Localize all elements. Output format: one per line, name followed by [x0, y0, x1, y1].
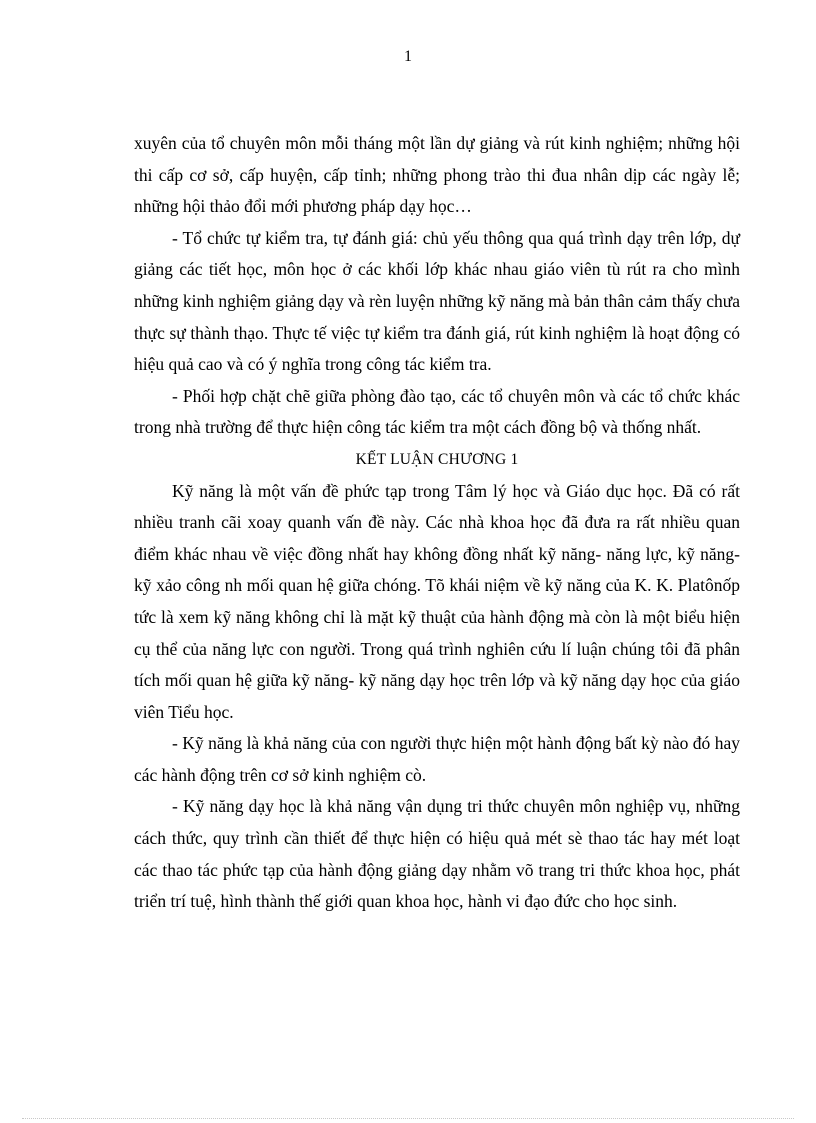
paragraph-coordination: - Phối hợp chặt chẽ giữa phòng đào tạo, các tổ chuyên môn và các tổ chức khác trong nhà trường để thực hiện công tác kiểm tra một cách đồng bộ và thống nhất.	[134, 385, 740, 438]
page-number: 1	[404, 48, 412, 65]
page-bottom-divider	[22, 1118, 794, 1119]
paragraph-self-assessment: - Tổ chức tự kiểm tra, tự đánh giá: chủ yếu thông qua quá trình dạy trên lớp, dự giảng các tiết học, môn học ở các khối lớp khác nhau giáo viên tù rút ra cho mình những kinh nghiệm giảng dạy và rèn luyện những kỹ năng mà bản thân cảm thấy chưa thực sự thành thạo. Thực tế việc tự kiểm tra đánh giá, rút kinh nghiệm là hoạt động có hiệu quả cao và có ý nghĩa trong công tác kiểm tra.	[134, 227, 740, 375]
paragraph-skill-intro: Kỹ năng là một vấn đề phức tạp trong Tâm lý học và Giáo dục học. Đã có rất nhiều tranh cãi xoay quanh vấn đề này. Các nhà khoa học đã đưa ra rất nhiều quan điểm khác nhau về việc đồng nhất hay không đồng nhất kỹ năng- năng lực, kỹ năng- kỹ xảo công nh mối quan hệ giữa chóng. Tõ khái niệm về kỹ năng của K. K. Platônốp tức là xem kỹ năng không chỉ là mặt kỹ thuật của hành động mà còn là một biểu hiện cụ thể của năng lực con người. Trong quá trình nghiên cứu lí luận chúng tôi đã phân tích mối quan hệ giữa kỹ năng- kỹ năng dạy học trên lớp và kỹ năng dạy học của giáo viên Tiểu học.	[134, 480, 740, 722]
paragraph-teaching-skill-definition: - Kỹ năng dạy học là khả năng vận dụng tri thức chuyên môn nghiệp vụ, những cách thức, quy trình cần thiết để thực hiện có hiệu quả mét sè thao tác hay mét loạt các thao tác phức tạp của hành động giảng dạy nhằm võ trang tri thức khoa học, phát triển trí tuệ, hình thành thế giới quan khoa học, hành vi đạo đức cho học sinh.	[134, 796, 740, 912]
document-body	[134, 128, 740, 918]
paragraph-skill-definition: - Kỹ năng là khả năng của con người thực hiện một hành động bất kỳ nào đó hay các hành động trên cơ sở kinh nghiệm cò.	[134, 733, 740, 785]
paragraph-continuation: xuyên của tổ chuyên môn mỗi tháng một lần dự giảng và rút kinh nghiệm; những hội thi cấp cơ sở, cấp huyện, cấp tỉnh; những phong trào thi đua nhân dịp các ngày lễ; những hội thảo đổi mới phương pháp dạy học…	[134, 133, 740, 217]
chapter-conclusion-heading: KẾT LUẬN CHƯƠNG 1	[355, 450, 519, 468]
